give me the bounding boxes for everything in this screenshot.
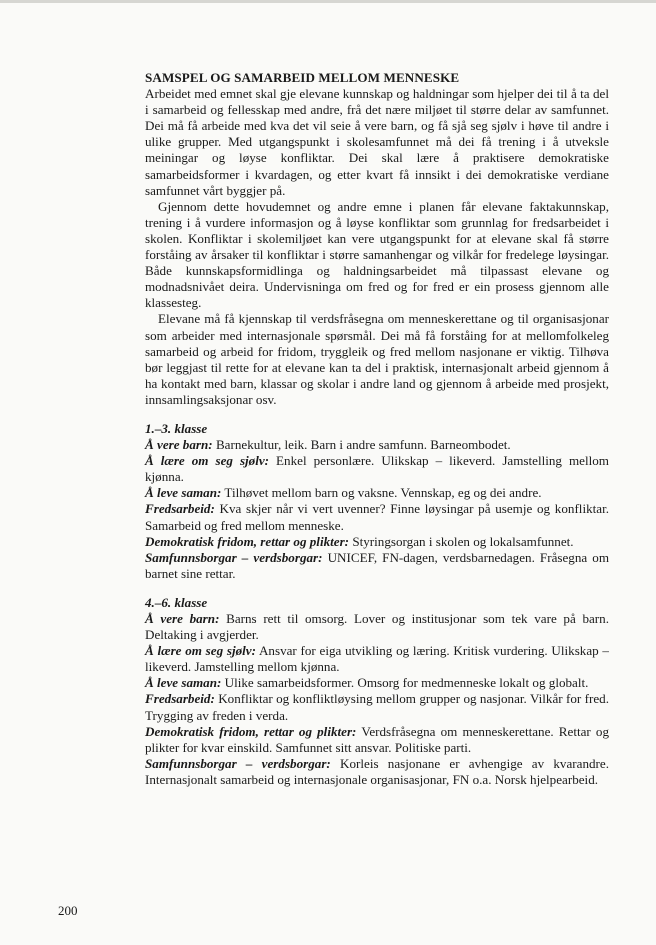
grade-section-title: 1.–3. klasse bbox=[145, 420, 208, 436]
topic-text: UNICEF, FN-dagen, verdsbarnedagen. Fråsegna om barnet sine rettar. bbox=[145, 549, 609, 581]
topic-text: Tilhøvet mellom barn og vaksne. Vennskap, eg og dei andre. bbox=[224, 485, 542, 501]
section-heading: SAMSPEL OG SAMARBEID MELLOM MENNESKE bbox=[145, 70, 460, 85]
topic-label: Å vere barn: bbox=[145, 611, 220, 626]
topic-entry bbox=[145, 485, 609, 501]
grade-section-title: 4.–6. klasse bbox=[145, 594, 208, 610]
topic-label: Samfunnsborgar – verdsborgar: bbox=[145, 549, 323, 565]
topic-label: Å leve saman: bbox=[145, 485, 222, 501]
topic-entry bbox=[145, 501, 609, 533]
topic-text: Konfliktar og konfliktløysing mellom grupper og nasjonar. Vilkår for fred. Trygging av freden i verda. bbox=[145, 691, 609, 723]
topic-label: Samfunnsborgar – verdsborgar: bbox=[145, 755, 331, 771]
topic-label: Å leve saman: bbox=[145, 675, 222, 691]
topic-text: Styringsorgan i skolen og lokalsamfunnet. bbox=[352, 533, 574, 549]
topic-entry bbox=[145, 437, 609, 453]
topic-text: Kva skjer når vi vert uvenner? Finne løysingar på usemje og konfliktar. Samarbeid og fred mellom menneske. bbox=[145, 501, 609, 533]
document-body bbox=[145, 70, 609, 788]
topic-text: Barnekultur, leik. Barn i andre samfunn. Barneombodet. bbox=[215, 437, 511, 453]
topic-entry bbox=[145, 675, 609, 691]
intro-paragraph-3: Elevane må få kjennskap til verdsfråsegna om menneskerettane og til organisasjonar som arbeider med internasjonale spørsmål. Dei må få forståing for at mellomfolkeleg samarbeid og arbeid for fridom, tryggleik og fred mellom nasjonane er viktig. Tilhøva bør leggjast til rette for at elevane kan ta del i praktisk, internasjonalt arbeid gjennom å ha kontakt med barn, klassar og skolar i andre land og gjennom å arbeide med prosjekt, innsamlingsaksjonar osv. bbox=[145, 311, 609, 407]
topic-entry bbox=[145, 550, 609, 582]
intro-paragraph-1: Arbeidet med emnet skal gje elevane kunnskap og haldningar som hjelper dei til å ta del i samarbeid og fellesskap med andre, frå det nære miljøet til større delar av samfunnet. Dei må få arbeide med kva det vil seie å vere barn, og få sjå seg sjølv i høve til andre i ulike grupper. Med utgangspunkt i skolesamfunnet må dei få trening i å utveksle meiningar og løyse konfliktar. Dei skal lære å praktisere demokratiske samarbeidsformer i kvardagen, og etter kvart få innsikt i dei demokratiske verdiane samfunnet vårt byggjer på. bbox=[145, 86, 609, 198]
topic-label: Å lære om seg sjølv: bbox=[145, 643, 256, 659]
top-edge-line bbox=[0, 0, 656, 3]
topic-text: Korleis nasjonane er avhengige av kvarandre. Internasjonalt samarbeid og internasjonale organisasjonar, FN o.a. Norsk hjelpearbeid. bbox=[145, 755, 610, 787]
topic-entry bbox=[145, 611, 609, 643]
topic-label: Å lære om seg sjølv: bbox=[145, 453, 270, 469]
topic-text: Enkel personlære. Ulikskap – likeverd. Jamstelling mellom kjønna. bbox=[145, 453, 609, 485]
topic-text: Barns rett til omsorg. Lover og institusjonar som tek vare på barn. Deltaking i avgjerder. bbox=[145, 611, 609, 643]
topic-text: Ulike samarbeidsformer. Omsorg for medmenneske lokalt og globalt. bbox=[224, 675, 589, 691]
topic-text: Ansvar for eiga utvikling og læring. Kritisk vurdering. Ulikskap – likeverd. Jamstelling mellom kjønna. bbox=[145, 643, 609, 675]
intro-paragraph-2: Gjennom dette hovudemnet og andre emne i planen får elevane faktakunnskap, trening i å vurdere informasjon og å løyse konfliktar som grunnlag for fredsarbeidet i skolen. Konfliktar i skolemiljøet kan vere utgangspunkt for at elevane skal få større forståing av årsaker til konfliktar i større samanhengar og vilkår for fredelege løysingar. Både kunnskapsformidlinga og haldningsarbeidet må tilpassast elevane og modnadsnivået deira. Undervisninga om fred og for fred er ein prosess gjennom alle klassesteg. bbox=[145, 198, 609, 311]
topic-label: Å vere barn: bbox=[145, 437, 213, 453]
topic-label: Fredsarbeid: bbox=[145, 691, 215, 707]
topic-label: Demokratisk fridom, rettar og plikter: bbox=[145, 723, 357, 739]
topic-entry bbox=[145, 453, 609, 485]
topic-label: Demokratisk fridom, rettar og plikter: bbox=[145, 533, 350, 549]
topic-entry bbox=[145, 534, 609, 550]
topic-entry bbox=[145, 756, 609, 788]
topic-entry bbox=[145, 691, 609, 723]
topic-entry bbox=[145, 643, 609, 675]
grade-section-1-3 bbox=[145, 421, 609, 582]
topic-entry bbox=[145, 724, 609, 756]
topic-text: Verdsfråsegna om menneskerettane. Rettar og plikter for kvar einskild. Samfunnet sitt ansvar. Politiske parti. bbox=[145, 723, 610, 755]
page-number: 200 bbox=[58, 903, 78, 918]
topic-label: Fredsarbeid: bbox=[145, 501, 215, 517]
grade-section-4-6 bbox=[145, 595, 609, 788]
